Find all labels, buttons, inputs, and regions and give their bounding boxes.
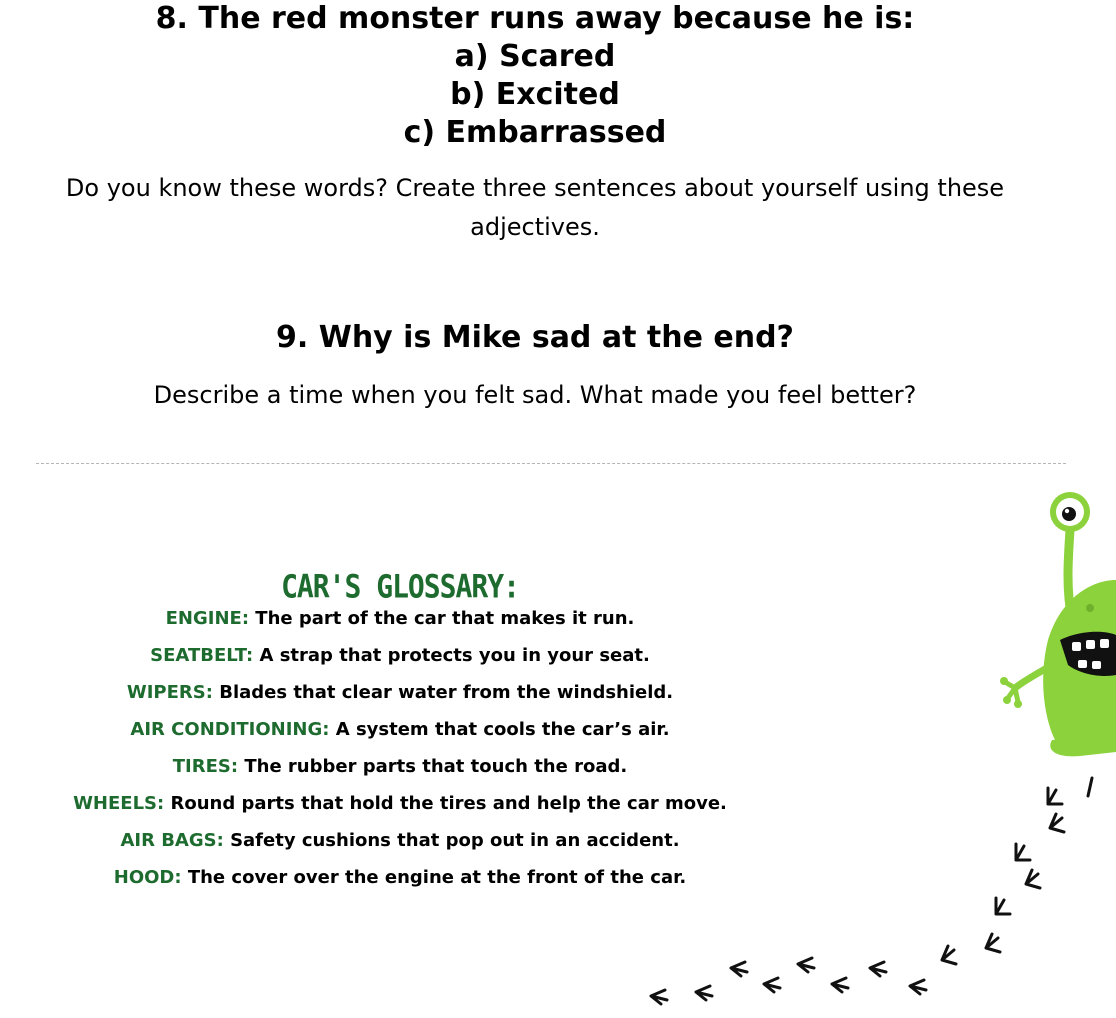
glossary-definition: Safety cushions that pop out in an accident.	[230, 830, 680, 851]
glossary-definition: The part of the car that makes it run.	[255, 608, 635, 629]
glossary-definition: The rubber parts that touch the road.	[244, 756, 628, 777]
glossary-definition: The cover over the engine at the front of the car.	[187, 867, 687, 888]
glossary-term: WIPERS:	[126, 682, 213, 703]
glossary-definition: A strap that protects you in your seat.	[259, 645, 650, 666]
glossary-term: SEATBELT:	[150, 645, 254, 666]
question-8-title: 8. The red monster runs away because he is:	[155, 1, 915, 36]
glossary-term: WHEELS:	[73, 793, 165, 814]
glossary-term: ENGINE:	[165, 608, 250, 629]
glossary-title: CAR'S GLOSSARY:	[281, 567, 519, 606]
glossary-term: AIR BAGS:	[120, 830, 224, 851]
option-c: c) Embarrassed	[403, 115, 667, 150]
glossary-definition: Round parts that hold the tires and help the car move.	[170, 793, 727, 814]
glossary-definition: A system that cools the car’s air.	[335, 719, 670, 740]
option-b: b) Excited	[450, 77, 620, 112]
glossary-term: AIR CONDITIONING:	[130, 719, 330, 740]
question-8-prompt: Do you know these words? Create three sentences about yourself using these adjectives.	[65, 174, 1005, 241]
question-9-title: 9. Why is Mike sad at the end?	[276, 320, 794, 355]
question-9-prompt: Describe a time when you felt sad. What made you feel better?	[153, 381, 917, 409]
option-a: a) Scared	[454, 39, 616, 74]
glossary-term: TIRES:	[172, 756, 239, 777]
glossary-definition: Blades that clear water from the windshield.	[219, 682, 674, 703]
glossary-term: HOOD:	[113, 867, 182, 888]
